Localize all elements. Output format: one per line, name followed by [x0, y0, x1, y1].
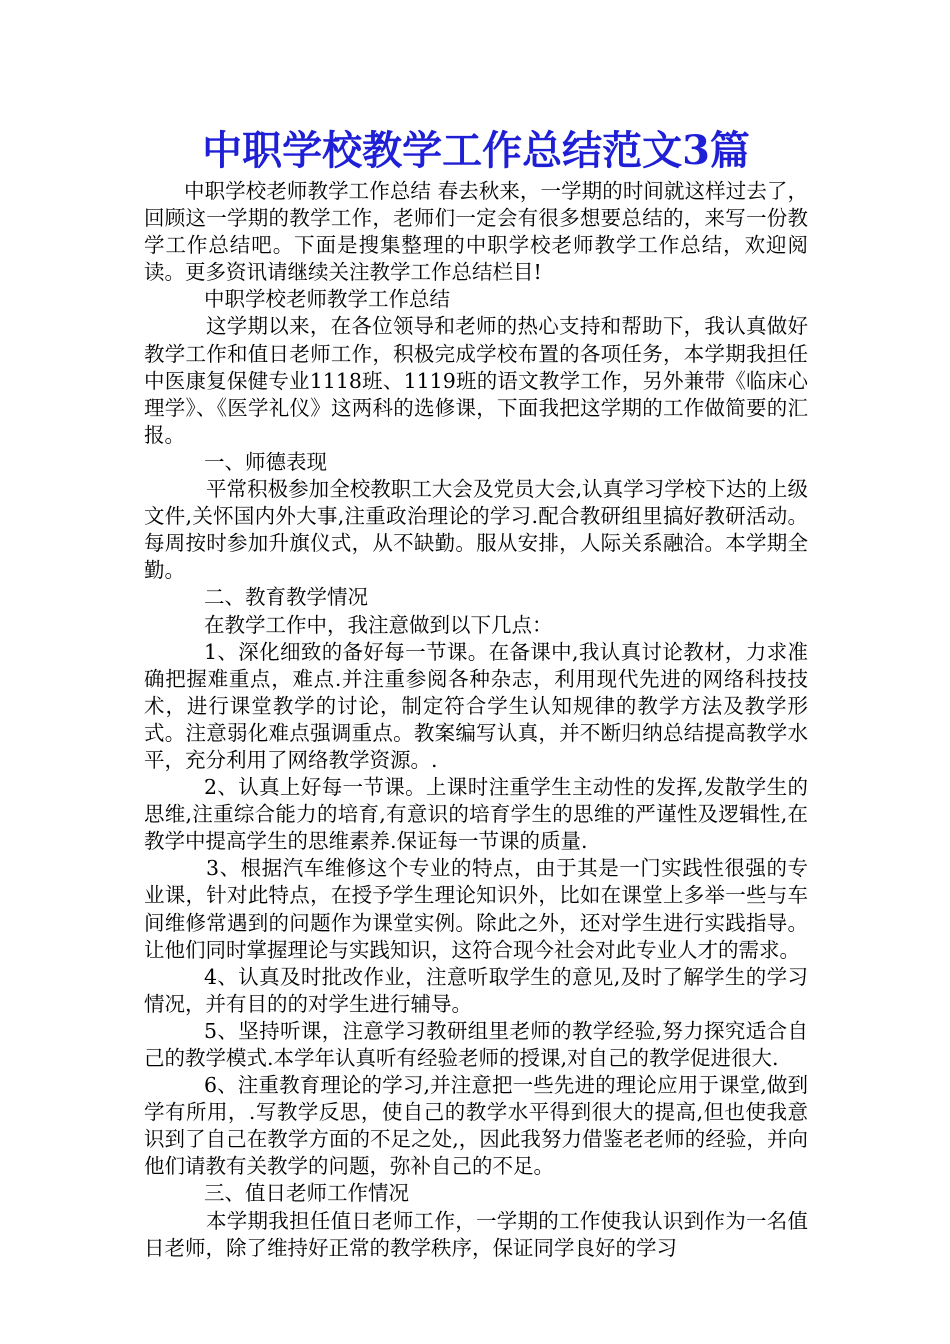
- paragraph-p1: 这学期以来，在各位领导和老师的热心支持和帮助下，我认真做好教学工作和值日老师工作，积极完成学校布置的各项任务，本学期我担任中医康复保健专业1118班、1119班的语文教学工作，另外兼带《临床心理学》、《医学礼仪》这两科的选修课，下面我把这学期的工作做简要的汇报。: [144, 314, 808, 447]
- paragraph-subtitle: 中职学校老师教学工作总结: [204, 287, 450, 312]
- document-body: [144, 178, 808, 1262]
- paragraph-p8: 5、坚持听课，注意学习教研组里老师的教学经验,努力探究适合自己的教学模式.本学年认真听有经验老师的授课,对自己的教学促进很大.: [144, 1018, 808, 1070]
- document-title: 中职学校教学工作总结范文3篇: [202, 127, 750, 174]
- document-page: [144, 124, 808, 1262]
- paragraph-p10: 本学期我担任值日老师工作，一学期的工作使我认识到作为一名值日老师，除了维持好正常的教学秩序，保证同学良好的学习: [144, 1208, 808, 1260]
- paragraph-h1: 一、师德表现: [204, 449, 327, 474]
- paragraph-p9: 6、注重教育理论的学习,并注意把一些先进的理论应用于课堂,做到学有所用，.写教学反思，使自己的教学水平得到很大的提高,但也使我意识到了自己在教学方面的不足之处,，因此我努力借鉴老老师的经验，并向他们请教有关教学的问题，弥补自己的不足。: [144, 1073, 808, 1179]
- paragraph-p2: 平常积极参加全校教职工大会及党员大会,认真学习学校下达的上级文件,关怀国内外大事,注重政治理论的学习.配合教研组里搞好教研活动。每周按时参加升旗仪式，从不缺勤。服从安排，人际关系融洽。本学期全勤。: [144, 477, 808, 583]
- paragraph-p5: 2、认真上好每一节课。上课时注重学生主动性的发挥,发散学生的思维,注重综合能力的培育,有意识的培育学生的思维的严谨性及逻辑性,在教学中提高学生的思维素养.保证每一节课的质量.: [144, 775, 808, 854]
- paragraph-intro: 中职学校老师教学工作总结 春去秋来，一学期的时间就这样过去了，回顾这一学期的教学工作，老师们一定会有很多想要总结的，来写一份教学工作总结吧。下面是搜集整理的中职学校老师教学工作总结，欢迎阅读。更多资讯请继续关注教学工作总结栏目!: [144, 179, 808, 285]
- paragraph-p3: 在教学工作中，我注意做到以下几点：: [204, 612, 553, 637]
- paragraph-p7: 4、认真及时批改作业，注意听取学生的意见,及时了解学生的学习情况，并有目的的对学生进行辅导。: [144, 964, 808, 1016]
- paragraph-h3: 三、值日老师工作情况: [204, 1181, 409, 1206]
- paragraph-h2: 二、教育教学情况: [204, 585, 368, 610]
- paragraph-p6: 3、根据汽车维修这个专业的特点，由于其是一门实践性很强的专业课，针对此特点，在授予学生理论知识外，比如在课堂上多举一些与车间维修常遇到的问题作为课堂实例。除此之外，还对学生进行实践指导。让他们同时掌握理论与实践知识，这符合现今社会对此专业人才的需求。: [144, 856, 808, 962]
- paragraph-p4: 1、深化细致的备好每一节课。在备课中,我认真讨论教材，力求准确把握难重点，难点.并注重参阅各种杂志，利用现代先进的网络科技技术，进行课堂教学的讨论，制定符合学生认知规律的教学方法及教学形式。注意弱化难点强调重点。教案编写认真，并不断归纳总结提高教学水平，充分利用了网络教学资源。.: [144, 639, 808, 772]
